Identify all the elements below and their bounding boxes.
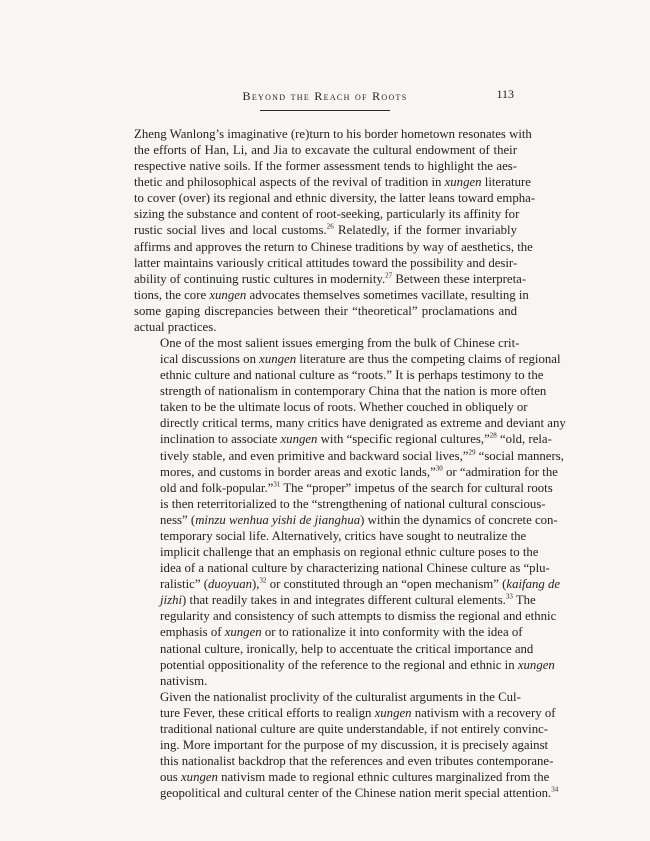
text-run: “social manners, [475,448,564,463]
paragraph [134,126,536,335]
text-line [134,431,552,447]
footnote-marker: 29 [468,448,476,457]
text-run: ing. More important for the purpose of my discussion, it is precisely against [160,737,549,752]
italic-term: minzu wenhua yishi de jianghua [195,512,361,527]
text-line [134,464,558,480]
text-run: Given the nationalist proclivity of the culturalist arguments in the Cul- [160,689,521,704]
text-line [134,657,555,673]
text-line [134,399,528,415]
paragraph [134,335,566,689]
text-run: literature are thus the competing claims of regional [296,352,561,367]
text-run: ous [160,770,181,785]
text-run: to cover (over) its regional and ethnic diversity, the latter leans toward empha- [134,191,536,206]
text-run: tively stable, and even primitive and backward social lives,” [160,448,469,463]
text-run: nativism with a recovery of [411,705,556,720]
text-run: directly critical terms, many critics have denigrated as extreme and deviant any [160,416,566,431]
text-run: is then reterritorialized to the “strengthening of national cultural conscious- [160,496,546,511]
text-run: taken to be the ultimate locus of roots. Whether couched in obliquely or [160,400,528,415]
italic-term: xungen [224,625,262,640]
text-run: The “proper” impetus of the search for cultural roots [280,480,553,495]
text-line [134,367,544,383]
text-run: with “specific regional cultures,” [317,432,490,447]
italic-term: xungen [444,175,482,190]
text-run: nativism. [160,673,208,688]
text-line [134,174,531,190]
text-run: emphasis of [160,625,225,640]
text-run: sizing the substance and content of root-seeking, particularly its affinity for [134,207,520,222]
text-line [134,303,517,319]
text-line [134,142,517,158]
text-line [134,126,532,142]
text-line [134,351,561,367]
italic-term: kaifang de [506,577,561,592]
text-run: idea of a national culture by characterizing national Chinese culture as “plu- [160,561,550,576]
text-line [134,480,553,496]
text-run: or to rationalize it into conformity with the idea of [261,625,523,640]
text-run: ralistic” ( [160,577,208,592]
footnote-marker: 26 [326,223,334,232]
text-run: ability of continuing rustic cultures in modernity. [134,271,386,286]
text-line [134,383,547,399]
text-line [134,608,557,624]
running-title: Beyond the Reach of Roots [242,89,408,103]
text-run: tions, the core [134,287,210,302]
italic-term: xungen [374,705,412,720]
text-run: geopolitical and cultural center of the Chinese nation merit special attention. [160,786,552,801]
text-run: rustic social lives and local customs. [134,223,327,238]
text-run: The [512,593,536,608]
italic-term: xungen [259,352,297,367]
text-run: ) that readily takes in and integrates different cultural elements. [182,593,506,608]
text-line [134,753,554,769]
text-run: traditional national culture are quite understandable, if not entirely convinc- [160,721,549,736]
text-line [134,271,527,287]
text-run: regularity and consistency of such attempts to dismiss the regional and ethnic [160,609,557,624]
italic-term: duoyuan [207,577,253,592]
text-run: actual practices. [134,319,217,334]
text-line [134,560,550,576]
text-line [134,544,539,560]
text-run: literature [481,175,531,190]
body-text [134,126,566,801]
text-run: or “admiration for the [442,464,558,479]
text-run: or constituted through an “open mechanism” ( [266,577,507,592]
italic-term: jizhi [160,593,183,608]
text-run: thetic and philosophical aspects of the revival of tradition in [134,175,445,190]
italic-term: xungen [280,432,318,447]
italic-term: xungen [517,657,555,672]
running-head [136,86,514,106]
text-run: inclination to associate [160,432,281,447]
text-run: ture Fever, these critical efforts to realign [160,705,375,720]
text-line [134,319,517,335]
text-run: respective native soils. If the former assessment tends to highlight the aes- [134,159,517,174]
text-line [134,206,520,222]
text-line [134,641,534,657]
footnote-marker: 33 [505,593,513,601]
text-run: ness” ( [160,512,196,527]
text-line [134,287,529,303]
text-run: Zheng Wanlong’s imaginative (re)turn to his border hometown resonates with [134,127,532,141]
text-line [134,689,521,705]
footnote-marker: 30 [435,464,443,473]
footnote-marker: 31 [273,480,281,489]
text-run: ) within the dynamics of concrete con- [360,512,558,527]
text-line [134,705,556,721]
text-run: some gaping discrepancies between their “theoretical” proclamations and [134,303,517,318]
italic-term: xungen [180,770,218,785]
footnote-marker: 34 [551,785,559,794]
text-run: “old, rela- [496,432,552,447]
text-run: One of the most salient issues emerging from the bulk of Chinese crit- [160,336,520,351]
header-rule [260,110,390,111]
text-line [134,624,523,640]
text-line [134,190,536,206]
text-run: ical discussions on [160,352,260,367]
text-line [134,785,559,801]
text-line [134,496,546,512]
text-run: mores, and customs in border areas and exotic lands,” [160,464,436,479]
text-line [134,158,517,174]
text-run: nativism made to regional ethnic cultures marginalized from the [217,770,550,785]
text-line [134,415,566,431]
footnote-marker: 32 [259,576,267,585]
text-line [134,239,533,255]
text-run: advocates themselves sometimes vacillate, resulting in [246,287,529,302]
text-run: ethnic culture and national culture as “roots.” It is perhaps testimony to the [160,368,544,383]
text-line [134,576,561,592]
text-line [134,769,550,785]
text-run: this nationalist backdrop that the references and even tributes contemporane- [160,754,554,769]
text-run: Between these interpreta- [392,271,527,286]
text-line [134,448,564,464]
text-run: temporary social life. Alternatively, critics have sought to neutralize the [160,528,527,543]
paragraph [134,689,559,802]
text-line [134,335,520,351]
text-line [134,255,517,271]
footnote-marker: 28 [489,432,497,441]
text-line [134,512,558,528]
text-run: strength of nationalism in contemporary China that the nation is more often [160,384,547,399]
text-run: Relatedly, if the former invariably [333,223,517,238]
text-line [134,592,536,608]
page-number: 113 [496,87,514,101]
text-line [134,222,517,238]
text-run: latter maintains variously critical attitudes toward the possibility and desir- [134,255,518,270]
text-run: the efforts of Han, Li, and Jia to excavate the cultural endowment of their [134,143,517,158]
text-run: national culture, ironically, help to accentuate the critical importance and [160,641,534,656]
italic-term: xungen [209,287,247,302]
text-run: implicit challenge that an emphasis on regional ethnic culture poses to the [160,545,539,560]
footnote-marker: 27 [385,271,393,280]
text-run: old and folk-popular.” [160,480,274,495]
text-line [134,737,549,753]
text-run: affirms and approves the return to Chinese traditions by way of aesthetics, the [134,239,533,254]
text-line [134,721,549,737]
text-line [134,673,517,689]
text-line [134,528,527,544]
text-run: potential oppositionality of the reference to the regional and ethnic in [160,657,518,672]
text-run: ), [252,577,260,592]
